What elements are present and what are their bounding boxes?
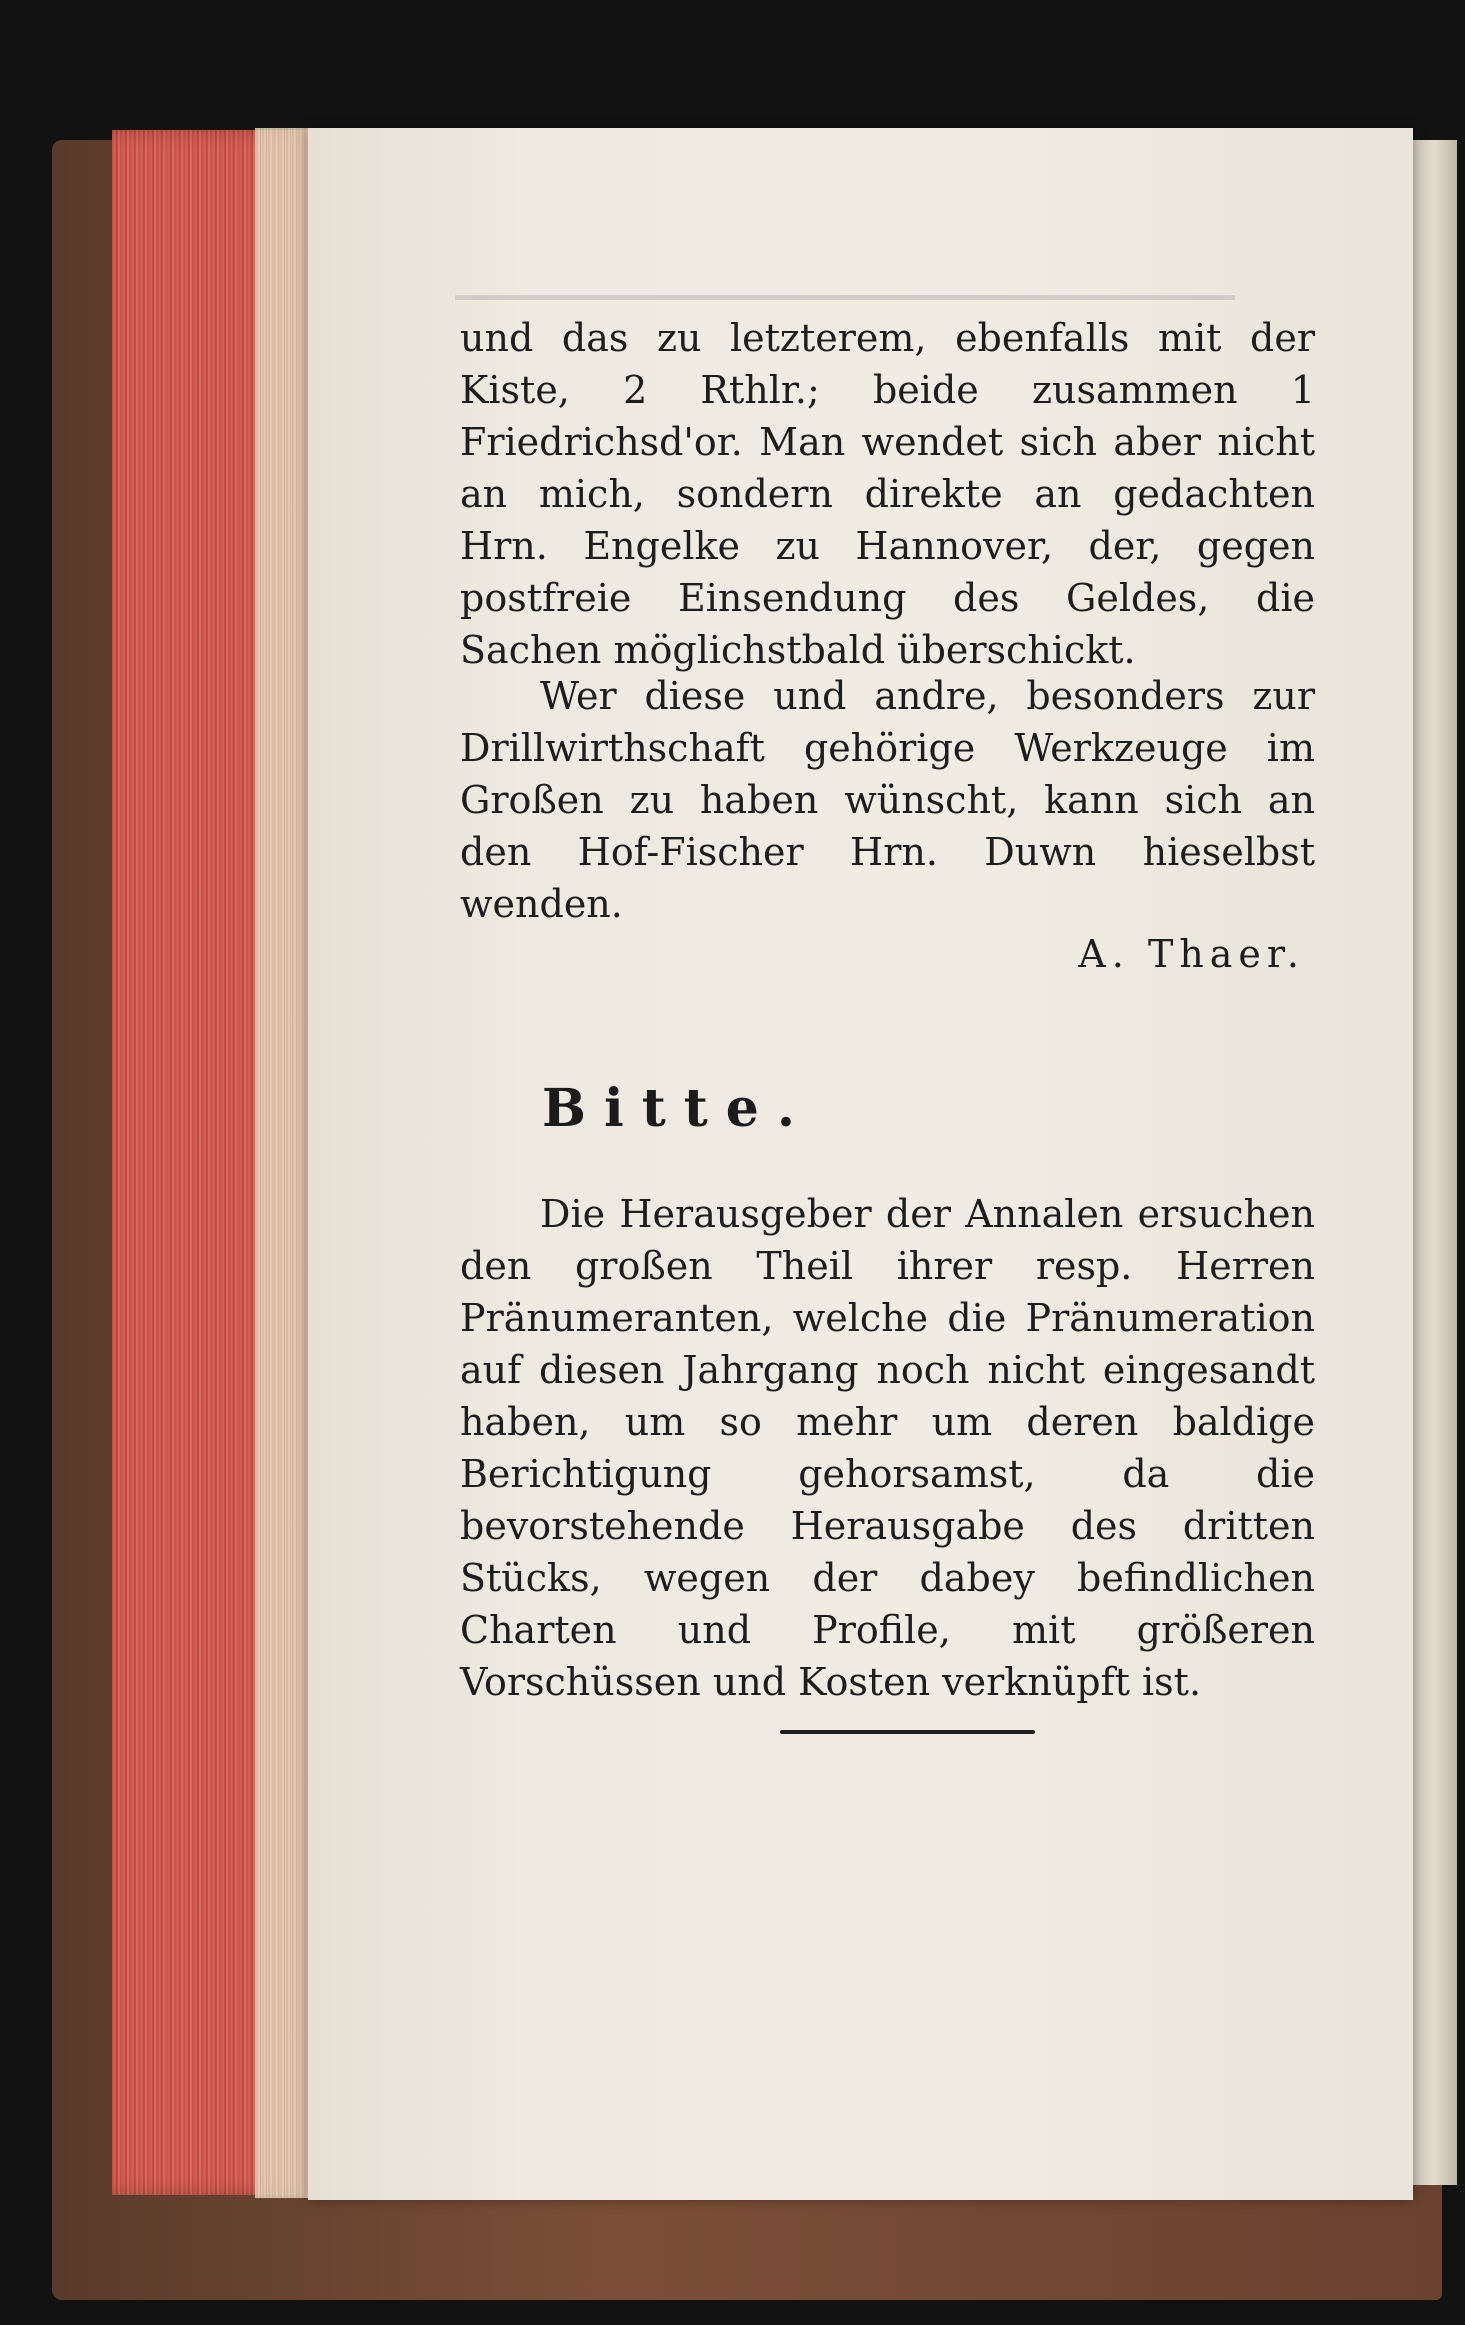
signature: A. Thaer.: [1078, 932, 1305, 976]
paragraph-2: [460, 670, 1315, 930]
header-rule: [455, 295, 1235, 300]
section-title: [0, 1078, 1465, 1139]
paragraph-3-text: Die Herausgeber der Annalen ersuchen den großen Theil ihrer resp. Herren Pränumeranten, welche die Pränumeration auf diesen Jahrgang noch nicht eingesandt haben, um so mehr um deren baldige Berichtigung gehorsamst, da die bevorstehende Herausgabe des dritten Stücks, wegen der dabey befindlichen Charten und Profile, mit größeren Vorschüssen und Kosten verknüpft ist.: [460, 1192, 1315, 1704]
paragraph-1: [460, 312, 1315, 676]
page-block-edges-light: [255, 128, 315, 2198]
end-rule: [780, 1730, 1035, 1734]
paragraph-3: [460, 1188, 1315, 1708]
paragraph-2-text: Wer diese und andre, besonders zur Drillwirthschaft gehörige Werkzeuge im Großen zu haben wünscht, kann sich an den Hof-Fischer Hrn. Duwn hieselbst wenden.: [460, 674, 1315, 926]
facing-page-edge: [1412, 140, 1457, 2185]
section-title-text: Bitte.: [542, 1078, 813, 1139]
paragraph-1-text: und das zu letzterem, ebenfalls mit der Kiste, 2 Rthlr.; beide zusammen 1 Friedrichsd'or. Man wendet sich aber nicht an mich, sondern direkte an gedachten Hrn. Engelke zu Hannover, der, gegen postfreie Einsendung des Geldes, die Sachen möglichstbald überschickt.: [460, 316, 1315, 672]
